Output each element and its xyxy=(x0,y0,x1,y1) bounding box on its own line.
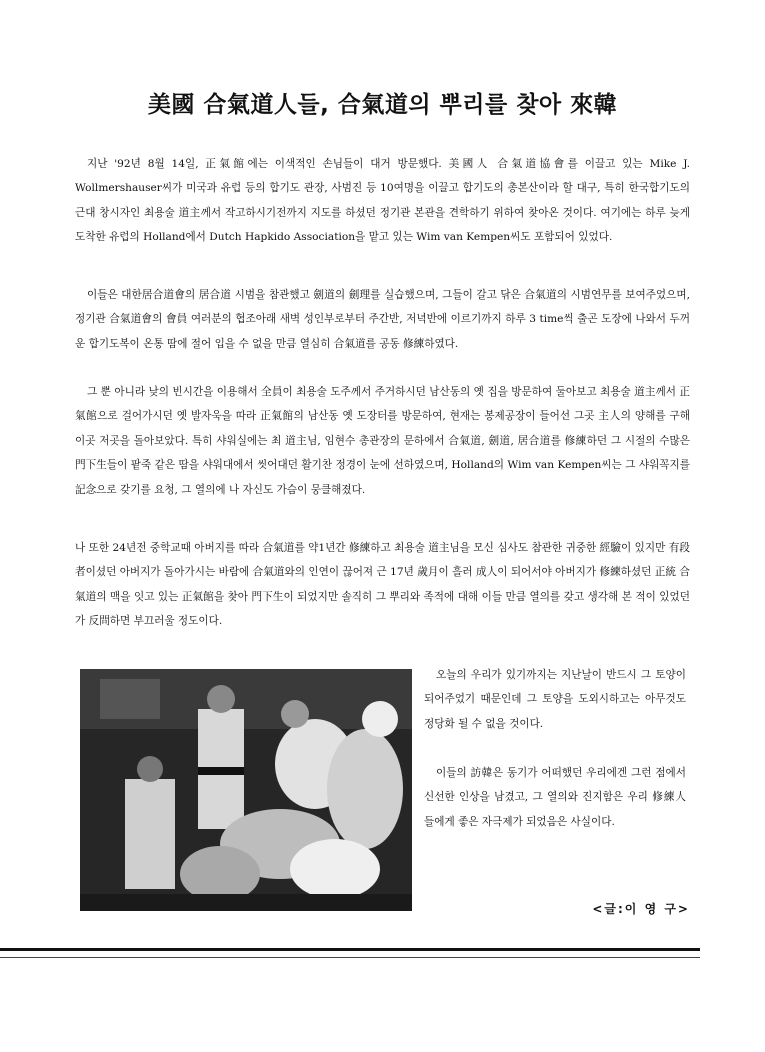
footer-rule-thin xyxy=(0,957,700,958)
paragraph-4: 나 또한 24년전 중학교때 아버지를 따라 合氣道를 약1년간 修練하고 최용술 道主님을 모신 심사도 참관한 귀중한 經驗이 있지만 有段者이셨던 아버지가 돌아가시는 바람에 合氣道와의 인연이 끊어져 근 17년 歲月이 흘러 成人이 되어서야 아버지가 修練하셨던 正統 合氣道의 맥을 잇고 있는 正氣館을 찾아 門下生이 되었지만 솔직히 그 뿌리와 족적에 대해 이들 만큼 열의를 갖고 생각해 본 적이 있었던가 反問하면 부끄러울 정도이다. xyxy=(75,542,690,628)
side-paragraph-2: 이들의 訪韓은 동기가 어떠했던 우리에겐 그런 점에서 신선한 인상을 남겼고, 그 열의와 진지함은 우리 修練人들에게 좋은 자극제가 되었음은 사실이다. xyxy=(424,767,686,828)
byline: <글:이 영 구> xyxy=(592,902,690,916)
article-photo xyxy=(80,669,412,911)
footer-rule-thick xyxy=(0,948,700,951)
training-photo-illustration xyxy=(80,669,412,911)
paragraph-2: 이들은 대한居合道會의 居合道 시범을 참관했고 劍道의 劍理를 실습했으며, 그들이 갈고 닦은 合氣道의 시범연무를 보여주었으며, 정기관 合氣道會의 會員 여러분의 협조아래 새벽 성인부로부터 주간반, 저녁반에 이르기까지 하루 3 time씩 출곤 도장에 나와서 두꺼운 합기도복이 온통 땀에 절어 입을 수 없을 만큼 열심히 合氣道를 공동 修練하였다. xyxy=(75,289,690,350)
article-title: 美國 合氣道人들, 合氣道의 뿌리를 찾아 來韓 xyxy=(147,92,618,118)
paragraph-3: 그 뿐 아니라 낮의 빈시간을 이용해서 全員이 최용술 도주께서 주거하시던 남산동의 옛 집을 방문하여 둘아보고 최용술 道主께서 正氣館으로 걸어가시던 옛 발자욱을 따라 正氣館의 남산동 옛 도장터를 방문하여, 현재는 봉제공장이 들어선 그곳 主人의 양해를 구해 이곳 저곳을 돌아보았다. 특히 샤워실에는 최 道主님, 임현수 총관장의 문하에서 合氣道, 劍道, 居合道를 修練하던 그 시절의 수많은 門下生들이 팥죽 같은 땀을 샤워대에서 씻어대던 활기찬 정경이 눈에 선하였으며, Holland의 Wim van Kempen씨는 그 샤워꼭지를 記念으로 갖기를 요청, 그 열의에 나 자신도 가슴이 뭉클해졌다. xyxy=(75,386,690,496)
paragraph-1: 지난 '92년 8월 14일, 正氣館에는 이색적인 손님들이 대거 방문했다. 美國人 合氣道協會를 이끌고 있는 Mike J. Wollmershauser씨가 미국과 유럽 등의 합기도 관장, 사범진 등 10여명을 이끌고 합기도의 총본산이라 할 대구, 특히 한국합기도의 근대 창시자인 최용술 道主께서 작고하시기전까지 지도를 하셨던 정기관 본관을 견학하기 위하여 찾아온 것이다. 여기에는 하루 늦게 도착한 유럽의 Holland에서 Dutch Hapkido Association을 맡고 있는 Wim van Kempen씨도 포함되어 있었다. xyxy=(75,158,690,244)
side-paragraph-1: 오늘의 우리가 있기까지는 지난날이 반드시 그 토양이 되어주었기 때문인데 그 토양을 도외시하고는 아무것도 정당화 될 수 없을 것이다. xyxy=(424,669,686,730)
